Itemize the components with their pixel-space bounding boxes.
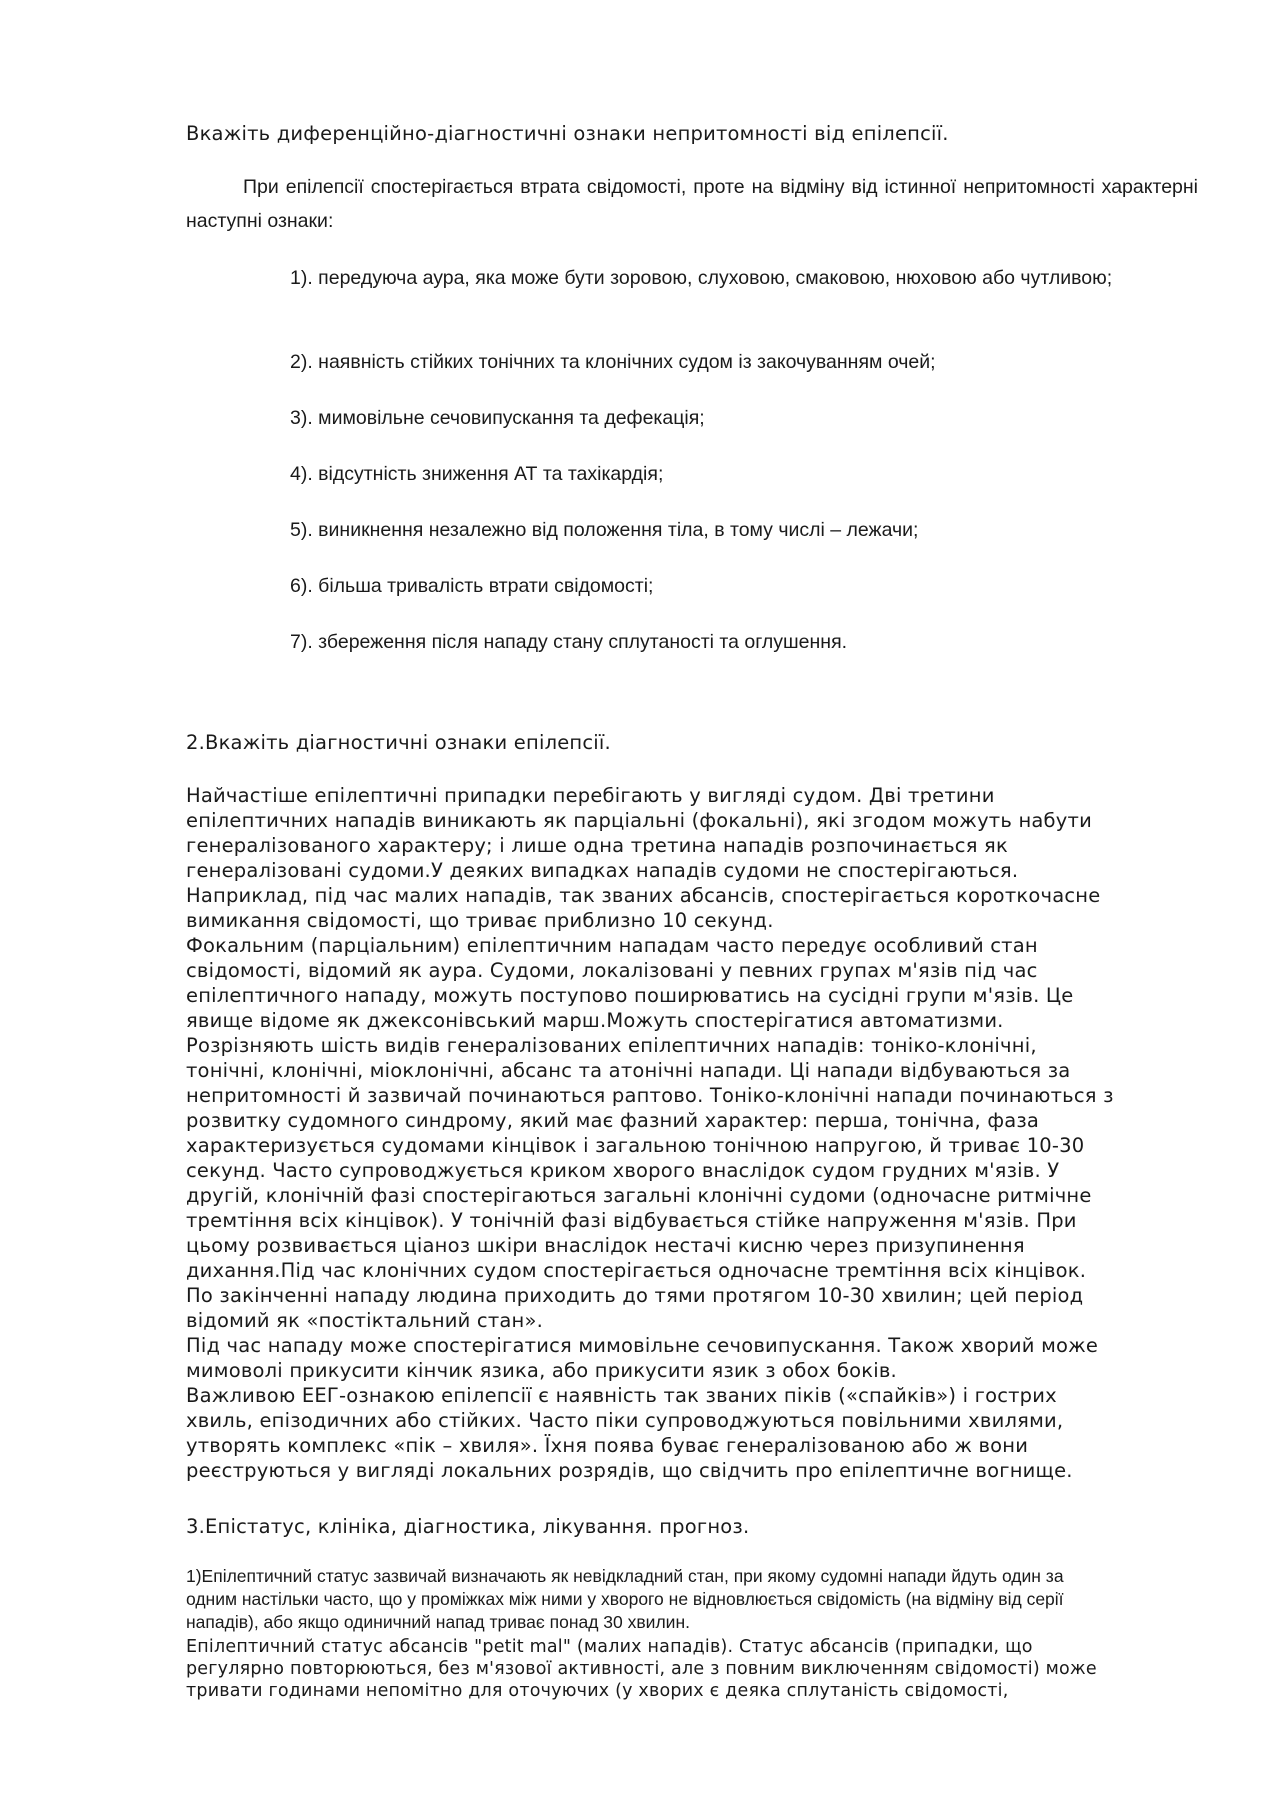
q1-item-3: 3). мимовільне сечовипускання та дефекація; <box>290 407 705 429</box>
q1-item-6: 6). більша тривалість втрати свідомості; <box>290 575 654 597</box>
q2-line: тонічні, клонічні, міоклонічні, абсанс та атонічні напади. Ці напади відбуваються за <box>186 1059 1071 1082</box>
q3-petit-line: тривати годинами непомітно для оточуючих (у хворих є деяка сплутаність свідомості, <box>186 1681 1009 1701</box>
q2-line: явище відоме як джексонівський марш.Можуть спостерігатися автоматизми. <box>186 1009 1004 1032</box>
q3-petit-mal <box>186 1636 1198 1702</box>
q2-line: епілептичних нападів виникають як парціальні (фокальні), які згодом можуть набути <box>186 809 1092 832</box>
q3-def-line: 1)Епілептичний статус зазвичай визначають як невідкладний стан, при якому судомні напади йдуть один за <box>186 1566 1064 1586</box>
q3-def-line: одним настільки часто, що у проміжках між ними у хворого не відновлюється свідомість (на відміну від серії <box>186 1589 1064 1609</box>
q1-item-7: 7). збереження після нападу стану сплутаності та оглушення. <box>290 631 848 653</box>
q2-line: Під час нападу може спостерігатися мимовільне сечовипускання. Також хворий може <box>186 1334 1099 1357</box>
q1-heading: Вкажіть диференційно-діагностичні ознаки непритомності від епілепсії. <box>186 122 949 145</box>
q1-item-1: 1). передуюча аура, яка може бути зоровою, слуховою, смаковою, нюховою або чутливою; <box>290 267 1113 289</box>
q2-body <box>186 783 1216 1483</box>
q1-item-2: 2). наявність стійких тонічних та клонічних судом із закочуванням очей; <box>290 351 936 373</box>
q2-line: мимоволі прикусити кінчик язика, або прикусити язик з обох боків. <box>186 1359 897 1382</box>
q1-item-5: 5). виникнення незалежно від положення тіла, в тому числі – лежачи; <box>290 519 919 541</box>
q3-petit-line: Епілептичний статус абсансів "petit mal" (малих нападів). Статус абсансів (припадки, що <box>186 1637 1033 1657</box>
q2-line: характеризується судомами кінцівок і загальною тонічною напругою, й триває 10-30 <box>186 1134 1085 1157</box>
q2-line: Розрізняють шість видів генералізованих епілептичних нападів: тоніко-клонічні, <box>186 1034 1037 1057</box>
q2-line: генералізованого характеру; і лише одна третина нападів розпочинається як <box>186 834 1008 857</box>
q2-line: хвиль, епізодичних або стійких. Часто піки супроводжуються повільними хвилями, <box>186 1409 1064 1432</box>
q2-line: тремтіння всіх кінцівок). У тонічній фазі відбувається стійке напруження м'язів. При <box>186 1209 1077 1232</box>
q2-line: секунд. Часто супроводжується криком хворого внаслідок судом грудних м'язів. У <box>186 1159 1060 1182</box>
q2-line: генералізовані судоми.У деяких випадках нападів судоми не спостерігаються. <box>186 859 1019 882</box>
q3-definition <box>186 1565 1198 1634</box>
q2-line: другій, клонічній фазі спостерігаються загальні клонічні судоми (одночасне ритмічне <box>186 1184 1092 1207</box>
q2-line: вимикання свідомості, що триває приблизно 10 секунд. <box>186 909 774 932</box>
q2-line: По закінченні нападу людина приходить до тями протягом 10-30 хвилин; цей період <box>186 1284 1084 1307</box>
q2-line: розвитку судомного синдрому, який має фазний характер: перша, тонічна, фаза <box>186 1109 1040 1132</box>
q2-line: Найчастіше епілептичні припадки перебігають у вигляді судом. Дві третини <box>186 784 995 807</box>
q1-intro: При епілепсії спостерігається втрата свідомості, проте на відміну від істинної непритомності характерні наступні ознаки: <box>186 176 1198 232</box>
q3-petit-line: регулярно повторюються, без м'язової активності, але з повним виключенням свідомості) може <box>186 1659 1097 1679</box>
q2-line: відомий як «постіктальний стан». <box>186 1309 544 1332</box>
q2-line: Фокальним (парціальним) епілептичним нападам часто передує особливий стан <box>186 934 1038 957</box>
q2-line: непритомності й зазвичай починаються раптово. Тоніко-клонічні напади починаються з <box>186 1084 1114 1107</box>
q2-line: Наприклад, під час малих нападів, так званих абсансів, спостерігається короткочасне <box>186 884 1101 907</box>
q3-def-line: нападів), або якщо одиничний напад триває понад 30 хвилин. <box>186 1612 690 1632</box>
q2-line: епілептичного нападу, можуть поступово поширюватись на сусідні групи м'язів. Це <box>186 984 1074 1007</box>
q3-heading: 3.Епістатус, клініка, діагностика, лікування. прогноз. <box>186 1515 750 1538</box>
q2-line: дихання.Під час клонічних судом спостерігається одночасне тремтіння всіх кінцівок. <box>186 1259 1087 1282</box>
q1-item-4: 4). відсутність зниження АТ та тахікардія; <box>290 463 664 485</box>
q2-line: Важливою ЕЕГ-ознакою епілепсії є наявність так званих піків («спайків») і гострих <box>186 1384 1057 1407</box>
q2-heading: 2.Вкажіть діагностичні ознаки епілепсії. <box>186 731 611 754</box>
q2-line: утворять комплекс «пік – хвиля». Їхня поява буває генералізованою або ж вони <box>186 1434 1029 1457</box>
q2-line: реєструються у вигляді локальних розрядів, що свідчить про епілептичне вогнище. <box>186 1459 1073 1482</box>
q2-line: свідомості, відомий як аура. Судоми, локалізовані у певних групах м'язів під час <box>186 959 1038 982</box>
q2-line: цьому розвивається ціаноз шкіри внаслідок нестачі кисню через призупинення <box>186 1234 1025 1257</box>
